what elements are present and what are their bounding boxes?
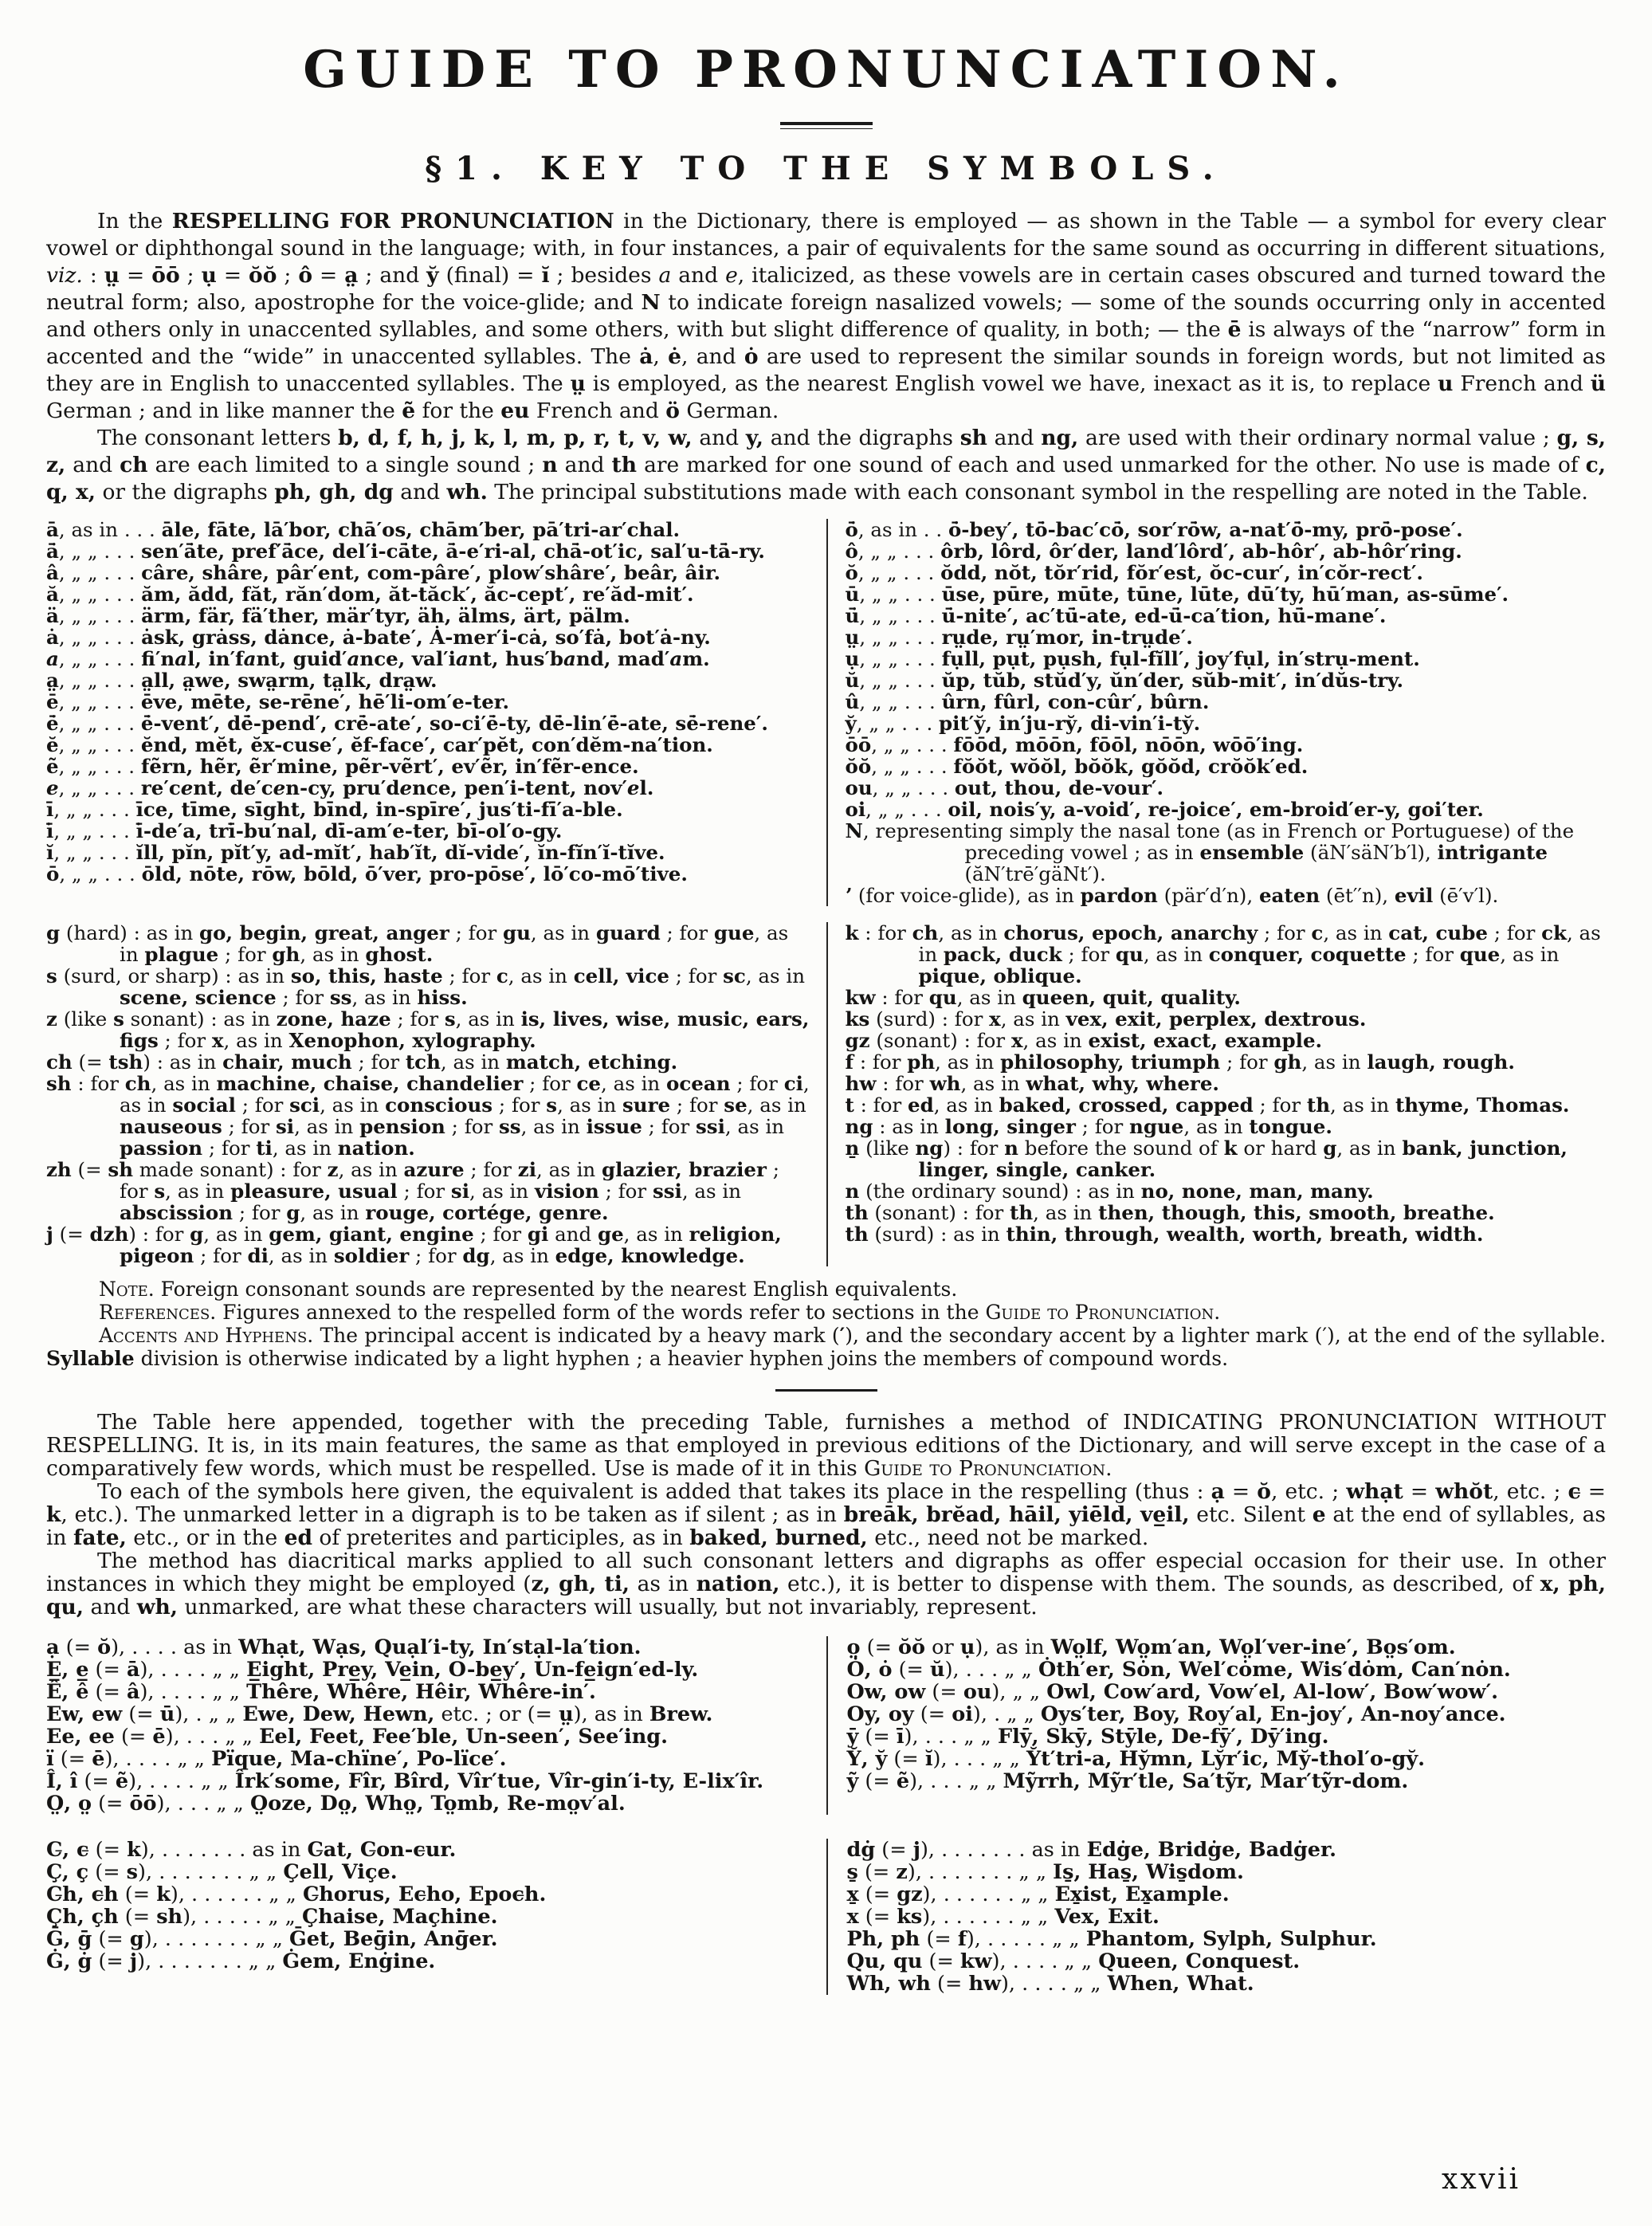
consonant-key-entry: n (the ordinary sound) : as in no, none, man, many. — [845, 1180, 1374, 1203]
intro-paragraph: The consonant letters b, d, f, h, j, k, l, m, p, r, t, v, w, and y, and the digraphs sh and ng, are used with their ordinary normal value ; g, s, z, and ch are each limited to a single sound ; n and th are marked for one sound of each and used unmarked for the other. No use is made of c, q, x, or the digraphs ph, gh, dg and wh. The principal substitutions made with each consonant symbol in the respelling are noted in the Table. — [46, 426, 1606, 504]
equivalent-row: ạ (= ŏ), . . . . as in Whạt, Wạs, Quạl′i-ty, In′stạl-la′tion. — [46, 1635, 642, 1659]
consonant-key-entry: kw : for qu, as in queen, quit, quality. — [845, 986, 1241, 1009]
vowel-key-row: ĭ, „ „ . . . ĭll, pĭn, pĭt′y, ad-mĭt′, hab′ĭt, dĭ-vide′, ĭn-fĭn′ĭ-tĭve. — [46, 841, 665, 864]
consonant-key-entry: sh : for ch, as in machine, chaise, chandelier ; for ce, as in ocean ; for ci, as in social ; for sci, as in conscious ; for s, as in sure ; for se, as in nauseous ; for si, as in pension ; for ss, as in issue ; for ssi, as in passion ; for ti, as in nation. — [46, 1072, 810, 1160]
consonant-key-entry: th (surd) : as in thin, through, wealth, worth, breath, width. — [845, 1223, 1484, 1246]
vowel-key-row: ā, as in . . . āle, fāte, lā′bor, chā′os, chām′ber, pā′tri-ar′chal. — [46, 518, 681, 541]
equivalent-row: Ġ, ġ (= j), . . . . . . . „ „ Ġem, Enġine. — [46, 1949, 436, 1973]
equivalents-vowels-left-column — [46, 1636, 826, 1815]
equivalent-row: Î, î (= ẽ), . . . . „ „ Îrk′some, Fîr, Bîrd, Vîr′tue, Vîr-gin′i-ty, E-lix′îr. — [46, 1769, 764, 1793]
equivalent-row: C̵, c̵ (= k), . . . . . . . as in C̵at, C̵on-c̵ur. — [46, 1838, 457, 1862]
vowel-key-row: ĕ, „ „ . . . ĕnd, mĕt, ĕx-cuse′, ĕf-face′, car′pĕt, con′dĕm-na′tion. — [46, 733, 713, 756]
vowel-key-table — [46, 519, 1606, 906]
consonant-key-entry: ks (surd) : for x, as in vex, exit, perplex, dextrous. — [845, 1007, 1367, 1031]
equivalent-row: Ç, ç (= s), . . . . . . . „ „ Çell, Viçe. — [46, 1860, 398, 1884]
notes-section — [46, 1278, 1606, 1370]
consonant-key-entry: th (sonant) : for th, as in then, though, this, smooth, breathe. — [845, 1201, 1495, 1224]
equivalent-row: ỹ (= ẽ), . . . „ „ Mỹrrh, Mỹr′tle, Sa′tỹr, Mar′tỹr-dom. — [846, 1769, 1409, 1793]
second-intro-section — [46, 1411, 1606, 1619]
equivalent-row: ï (= ē), . . . . „ „ Pïque, Ma-chïne′, Po-lïce′. — [46, 1747, 507, 1771]
vowel-key-row: ō̇, as in . . ō̇-bey′, tō̇-bac′cō̇, sor′rō̇w, a-nat′ō̇-my, prō̇-pose′. — [845, 518, 1463, 541]
consonant-key-entry: hw : for wh, as in what, why, where. — [845, 1072, 1219, 1095]
consonant-key-right-column — [826, 922, 1607, 1266]
vowel-key-row: ŭ, „ „ . . . ŭp, tŭb, stŭd′y, ŭn′der, sŭb-mit′, in′dŭs-try. — [845, 669, 1404, 692]
vowel-key-row: N, representing simply the nasal tone (as in French or Portuguese) of the preceding vowel ; as in ensemble (äN′säN′b′l), intrigante (ăN′trē′gäNt′). — [845, 819, 1575, 885]
equivalents-consonants-left-column — [46, 1839, 826, 1995]
vowel-key-row: ä, „ „ . . . ärm, fär, fä′ther, mär′tyr, äh, älms, ärt, pälm. — [46, 604, 630, 627]
consonant-key-entry: k : for ch, as in chorus, epoch, anarchy ; for c, as in cat, cube ; for ck, as in pack, duck ; for qu, as in conquer, coquette ; for que, as in pique, oblique. — [845, 921, 1601, 987]
intro2-paragraph: The method has diacritical marks applied to all such consonant letters and digraphs as offer especial occasion for their use. In other instances in which they might be employed (z, gh, ti, as in nation, etc.), it is better to dispense with them. The sounds, as described, of x, ph, qu, and wh, unmarked, are what these characters will usually, but not invariably, represent. — [46, 1549, 1606, 1619]
equivalent-row: x (= ks), . . . . . . „ „ Vex, Exit. — [846, 1905, 1160, 1929]
vowel-key-row: ī̇, „ „ . . . ī̇-de′a, trī̇-bu′nal, dī̇-am′e-ter, bī̇-ol′o-gy. — [46, 819, 563, 842]
vowel-key-row: ē̇, „ „ . . . ē̇-vent′, dē̇-pend′, crē̇-ate′, so-ci′ē̇-ty, dē̇-lin′ē̇-ate, sē̇-rene′. — [46, 712, 768, 735]
consonant-key-entry: z (like s sonant) : as in zone, haze ; for s, as in is, lives, wise, music, ears, figs ; for x, as in Xenophon, xylography. — [46, 1007, 810, 1052]
page-title: GUIDE TO PRONUNCIATION. — [303, 40, 1349, 100]
vowel-key-row: ōō, „ „ . . . fōōd, mōōn, fōōl, nōōn, wōō′ing. — [845, 733, 1304, 756]
vowel-key-row: ȧ, „ „ . . . ȧsk, grȧss, dȧnce, ȧ-bate′, Ȧ-mer′i-cȧ, so′fȧ, bot′ȧ-ny. — [46, 626, 711, 649]
consonant-key-table — [46, 922, 1606, 1266]
consonant-key-entry: t : for ed, as in baked, crossed, capped ; for th, as in thyme, Thomas. — [845, 1093, 1570, 1117]
equivalents-table-consonants — [46, 1839, 1606, 1995]
equivalent-row: Ȯ, ȯ (= ŭ), . . . „ „ Ȯth′er, Sȯn, Wel′cȯme, Wis′dȯm, Can′nȯn. — [846, 1658, 1511, 1682]
equivalent-row: Ph, ph (= f), . . . . . „ „ Phantom, Sylph, Sulphur. — [846, 1927, 1377, 1951]
page-number: xxvii — [1442, 2163, 1521, 2196]
consonant-key-entry: gz (sonant) : for x, as in exist, exact, example. — [845, 1029, 1323, 1052]
equivalent-row: C̵h, c̵h (= k), . . . . . . „ „ C̵horus, Ec̵ho, Epoc̵h. — [46, 1882, 547, 1906]
consonant-key-entry: j (= dzh) : for g, as in gem, giant, engine ; for gi and ge, as in religion, pigeon ; for di, as in soldier ; for dg, as in edge, knowledge. — [46, 1223, 782, 1267]
intro2-paragraph: The Table here appended, together with the preceding Table, furnishes a method of INDICATING PRONUNCIATION WITHOUT RESPELLING. It is, in its main features, the same as that employed in previous editions of the Dictionary, and will serve except in the case of a comparatively few words, which must be respelled. Use is made of it in this Guide to Pronunciation. — [46, 1410, 1606, 1481]
equivalents-vowels-right-column — [826, 1636, 1607, 1815]
vowel-key-row: ẽ, „ „ . . . fẽrn, hẽr, ẽr′mine, pẽr-vẽrt′, ev′ẽr, in′fẽr-ence. — [46, 755, 639, 778]
vowel-key-row: ă, „ „ . . . ăm, ădd, făt, răn′dom, ăt-tăck′, ăc-cept′, re′ăd-mit′. — [46, 583, 694, 606]
equivalent-row: Oy, oy (= oi), . „ „ Oys′ter, Boy, Roy′al, En-joy′, An-noy′ance. — [846, 1702, 1506, 1726]
vowel-key-row: ō, „ „ . . . ōld, nōte, rōw, bōld, ō′ver, pro-pōse′, lō′co-mō′tive. — [46, 862, 688, 885]
equivalent-row: Ḡ, ḡ (= g), . . . . . . . „ „ Ḡet, Beḡin, Anḡer. — [46, 1927, 498, 1951]
vowel-key-row: ʼ (for voice-glide), as in pardon (pär′d′n), eaten (ēt′′n), evil (ē′v′l). — [845, 884, 1499, 907]
vowel-key-row: ŏ, „ „ . . . ŏdd, nŏt, tŏr′rid, fŏr′est, ŏc-cur′, in′cŏr-rect′. — [845, 561, 1423, 584]
consonant-key-entry: ṉ (like ng) : for n before the sound of k or hard g, as in bank, junction, linger, single, canker. — [845, 1137, 1568, 1181]
equivalent-row: o̤ (= ŏŏ or ụ), as in Wo̤lf, Wo̤m′an, Wo̤l′ver-ine′, Bo̤s′om. — [846, 1635, 1456, 1659]
section-divider — [775, 1389, 877, 1392]
section-heading: §1. KEY TO THE SYMBOLS. — [425, 150, 1227, 187]
vowel-key-row: oi, „ „ . . . oil, nois′y, a-void′, re-joice′, em-broid′er-y, goi′ter. — [845, 798, 1484, 821]
vowel-key-right-column — [826, 519, 1607, 906]
vowel-key-row: ū̇, „ „ . . . ū̇-nite′, ac′tū̇-ate, ed-ū̇-ca′tion, hū̇-mane′. — [845, 604, 1387, 627]
vowel-key-row: ū, „ „ . . . ūse, pūre, mūte, tūne, lūte, dū′ty, hū′man, as-sūme′. — [845, 583, 1509, 606]
equivalent-row: O̤, o̤ (= ōō), . . . „ „ O̤oze, Do̤, Who̤, To̤mb, Re-mo̤v′al. — [46, 1792, 626, 1816]
vowel-key-row: ā̇, „ „ . . . sen′ā̇te, pref′ā̇ce, del′i-cā̇te, ā̇-e′ri-al, chā̇-ot′ic, sal′u-tā̇-ry. — [46, 540, 765, 563]
note-paragraph: Accents and Hyphens. The principal accent is indicated by a heavy mark (′), and the secondary accent by a lighter mark (′), at the end of the syllable. Syllable division is otherwise indicated by a light hyphen ; a heavier hyphen joins the members of compound words. — [46, 1324, 1607, 1370]
equivalent-row: ȳ (= ī), . . . „ „ Flȳ, Skȳ, Stȳle, De-fȳ′, Dȳ′ing. — [846, 1725, 1329, 1749]
vowel-key-row: a̤, „ „ . . . a̤ll, a̤we, swa̤rm, ta̤lk, dra̤w. — [46, 669, 438, 692]
vowel-key-row: a, „ „ . . . fi′nal, in′fant, guid′ance, val′iant, hus′band, mad′am. — [46, 647, 710, 670]
note-paragraph: References. Figures annexed to the respelled form of the words refer to sections in the Guide to Pronunciation. — [99, 1301, 1221, 1324]
vowel-key-row: ou, „ „ . . . out, thou, de-vour′. — [845, 776, 1163, 799]
equivalent-row: Ow, ow (= ou), „ „ Owl, Cow′ard, Vow′el, Al-low′, Bow′wow′. — [846, 1680, 1499, 1704]
equivalents-consonants-right-column — [826, 1839, 1607, 1995]
vowel-key-row: e, „ „ . . . re′cent, de′cen-cy, pru′dence, pen′i-tent, nov′el. — [46, 776, 654, 799]
equivalent-row: Çh, çh (= sh), . . . . . „ „ Çhaise, Maçhine. — [46, 1905, 498, 1929]
consonant-key-left-column — [46, 922, 826, 1266]
consonant-key-entry: ch (= tsh) : as in chair, much ; for tch, as in match, etching. — [46, 1050, 678, 1074]
vowel-key-row: ụ, „ „ . . . fụll, pụt, pụsh, fụl-fĭll′, joy′fụl, in′strụ-ment. — [845, 647, 1420, 670]
vowel-key-row: ô, „ „ . . . ôrb, lôrd, ôr′der, land′lôrd′, ab-hôr′, ab-hôr′ring. — [845, 540, 1462, 563]
vowel-key-left-column — [46, 519, 826, 906]
equivalent-row: Ee, ee (= ē), . . . „ „ Eel, Feet, Fee′ble, Un-seen′, See′ing. — [46, 1725, 668, 1749]
title-divider — [780, 122, 873, 129]
equivalent-row: Y̆, y̆ (= ĭ), . . . „ „ Y̆t′tri-a, Hy̆mn, Ly̆r′ic, My̆-thol′o-gy̆. — [846, 1747, 1426, 1771]
equivalents-table-vowels — [46, 1636, 1606, 1815]
vowel-key-row: ŏŏ, „ „ . . . fŏŏt, wŏŏl, bŏŏk, gŏŏd, crŏŏk′ed. — [845, 755, 1309, 778]
equivalent-row: Ew, ew (= ū), . „ „ Ewe, Dew, Hewn, etc. ; or (= ṳ), as in Brew. — [46, 1702, 713, 1726]
intro2-paragraph: To each of the symbols here given, the equivalent is added that takes its place in the respelling (thus : ạ = ŏ, etc. ; whạt = whŏt, etc. ; c̵ = k, etc.). The unmarked letter in a digraph is to be taken as if silent ; as in breāk, brĕad, hāil, yiēld, ve̲il, etc. Silent e at the end of syllables, as in fate, etc., or in the ed of preterites and participles, as in baked, burned, etc., need not be marked. — [46, 1479, 1606, 1550]
equivalent-row: s̱ (= z), . . . . . . . „ „ Is̱, Has̱, Wis̱dom. — [846, 1860, 1244, 1884]
equivalent-row: dġ (= j), . . . . . . . as in Edġe, Bridġe, Badġer. — [846, 1838, 1336, 1862]
vowel-key-row: û, „ „ . . . ûrn, fûrl, con-cûr′, bûrn. — [845, 690, 1210, 713]
equivalent-row: Ê, ê (= â), . . . . „ „ Thêre, Whêre, Hêir, Whêre-in′. — [46, 1680, 596, 1704]
consonant-key-entry: zh (= sh made sonant) : for z, as in azure ; for zi, as in glazier, brazier ; for s, as in pleasure, usual ; for si, as in vision ; for ssi, as in abscission ; for g, as in rouge, cortége, genre. — [46, 1158, 779, 1224]
note-paragraph: Note. Foreign consonant sounds are represented by the nearest English equivalents. — [99, 1278, 958, 1301]
equivalent-row: Wh, wh (= hw), . . . . „ „ When, What. — [846, 1972, 1254, 1996]
intro-section — [46, 208, 1606, 506]
vowel-key-row: ē, „ „ . . . ēve, mēte, se-rēne′, hē′li-om′e-ter. — [46, 690, 509, 713]
consonant-key-entry: s (surd, or sharp) : as in so, this, haste ; for c, as in cell, vice ; for sc, as in scene, science ; for ss, as in hiss. — [46, 964, 806, 1009]
consonant-key-entry: f : for ph, as in philosophy, triumph ; for gh, as in laugh, rough. — [845, 1050, 1515, 1074]
vowel-key-row: ī, „ „ . . . īce, tīme, sīght, bīnd, in-spīre′, jus′ti-fī′a-ble. — [46, 798, 623, 821]
vowel-key-row: ṳ, „ „ . . . rṳde, rṳ′mor, in-trṳde′. — [845, 626, 1193, 649]
consonant-key-entry: g (hard) : as in go, begin, great, anger ; for gu, as in guard ; for gue, as in plague ; for gh, as in ghost. — [46, 921, 789, 966]
vowel-key-row: y̆, „ „ . . . pit′y̆, in′ju-ry̆, di-vin′i-ty̆. — [845, 712, 1201, 735]
equivalent-row: E̲, e̲ (= ā), . . . . „ „ E̲ight, Pre̲y, Ve̲in, O-be̲y′, Un-fe̲ign′ed-ly. — [46, 1658, 699, 1682]
consonant-key-entry: ng : as in long, singer ; for ngue, as in tongue. — [845, 1115, 1332, 1138]
equivalent-row: x̱ (= gz), . . . . . . „ „ Ex̱ist, Ex̱ample. — [846, 1882, 1230, 1906]
equivalent-row: Qu, qu (= kw), . . . . „ „ Queen, Conquest. — [846, 1949, 1301, 1973]
intro-paragraph: In the RESPELLING FOR PRONUNCIATION in the Dictionary, there is employed — as shown in the Table — a symbol for every clear vowel or diphthongal sound in the language; with, in four instances, a pair of equivalents for the same sound as occurring in different situations, viz. : ṳ = ōō ; ụ = ŏŏ ; ô = a̤ ; and y̆ (final) = ĭ ; besides a and e, italicized, as these vowels are in certain cases obscured and turned toward the neutral form; also, apostrophe for the voice-glide; and N to indicate foreign nasalized vowels; — some of the sounds occurring only in accented and others only in unaccented syllables, and some others, with but slight difference of quality, in both; — the ē is always of the “narrow” form in accented and the “wide” in unaccented syllables. The ȧ, ė, and ȯ are used to represent the similar sounds in foreign words, but not limited as they are in English to unaccented syllables. The ṳ is employed, as the nearest English vowel we have, inexact as it is, to replace u French and ü German ; and in like manner the ẽ for the eu French and ö German. — [46, 209, 1607, 423]
vowel-key-row: â, „ „ . . . câre, shâre, pâr′ent, com-pâre′, plow′shâre′, beâr, âir. — [46, 561, 721, 584]
